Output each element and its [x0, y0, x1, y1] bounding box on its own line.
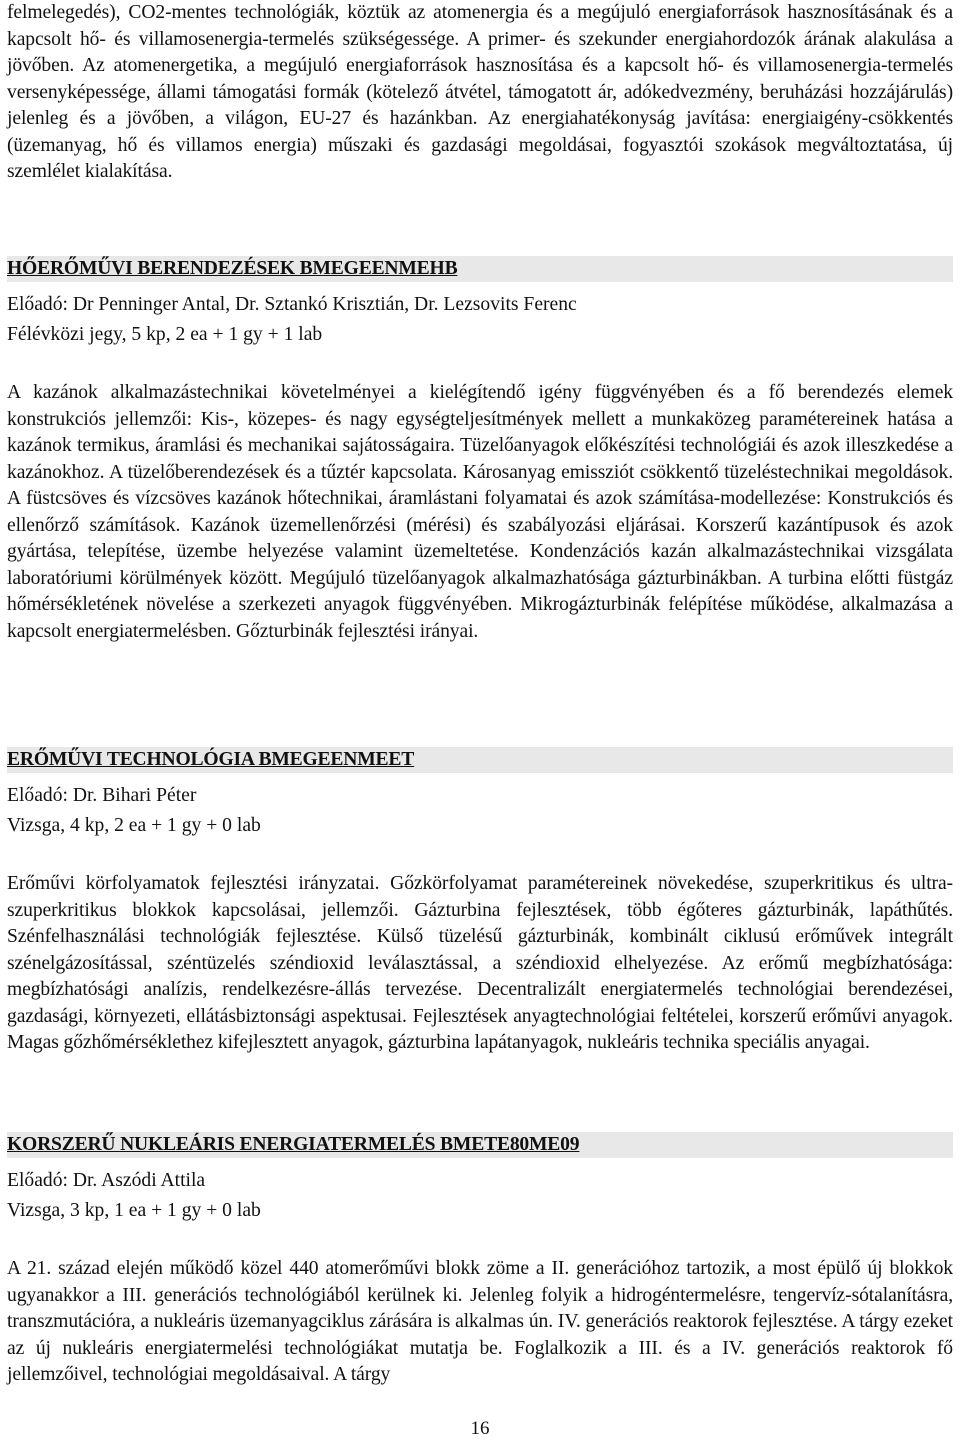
course-lecturer: Előadó: Dr. Aszódi Attila: [7, 1170, 206, 1191]
course-assessment: Félévközi jegy, 5 kp, 2 ea + 1 gy + 1 lab: [7, 324, 323, 345]
course-title: KORSZERŰ NUKLEÁRIS ENERGIATERMELÉS BMETE80ME09: [7, 1134, 580, 1155]
course-lecturer: Előadó: Dr. Bihari Péter: [7, 785, 197, 806]
course-heading-bar: [7, 747, 953, 773]
course-title: ERŐMŰVI TECHNOLÓGIA BMEGEENMEET: [7, 749, 415, 770]
intro-section: [7, 0, 953, 186]
course-heading-bar: [7, 1132, 953, 1158]
course-description: A 21. század elején működő közel 440 atomerőművi blokk zöme a II. generációhoz tartozik, a most épülő új blokkok ugyanakkor a III. generációs technológiából kerülnek ki. Jelenleg folyik a hidrogéntermelésre, tengervíz-sótalanításra, transzmutációra, a nukleáris üzemanyagciklus zárására is alkalmas ún. IV. generációs reaktorok fejlesztése. A tárgy ezeket az új nukleáris energiatermelési technológiákat mutatja be. Foglalkozik a III. és a IV. generációs reaktorok fő jellemzőivel, technológiai megoldásaival. A tárgy: [7, 1258, 953, 1385]
document-page: [7, 0, 953, 1440]
course-lecturer: Előadó: Dr Penninger Antal, Dr. Sztankó Krisztián, Dr. Lezsovits Ferenc: [7, 294, 577, 315]
course-title: HŐERŐMŰVI BERENDEZÉSEK BMEGEENMEHB: [7, 258, 458, 279]
intro-paragraph: felmelegedés), CO2-mentes technológiák, köztük az atomenergia és a megújuló energiaforrások hasznosításának és a kapcsolt hő- és villamosenergia-termelés szükségessége. A primer- és szekunder energiahordozók árának alakulása a jövőben. Az atomenergetika, a megújuló energiaforrások hasznosítása és a kapcsolt hő- és villamosenergia-termelés versenyképessége, állami támogatási formák (kötelező átvétel, támogatott ár, adókedvezmény, beruházási hozzájárulás) jelenleg és a jövőben, a világon, EU-27 és hazánkban. Az energiahatékonyság javítása: energiaigény-csökkentés (üzemanyag, hő és villamos energia) műszaki és gazdasági megoldásai, fogyasztói szokások megváltoztatása, új szemlélet kialakítása.: [7, 2, 953, 182]
course-description: Erőművi körfolyamatok fejlesztési irányzatai. Gőzkörfolyamat paramétereinek növekedése, szuperkritikus és ultra-szuperkritikus blokkok kapcsolásai, jellemzői. Gázturbina fejlesztések, több égőteres gázturbinák, lapáthűtés. Szénfelhasználási technológiák fejlesztése. Külső tüzelésű gázturbinák, kombinált ciklusú erőművek integrált szénelgázosítással, széntüzelés széndioxid leválasztással, a széndioxid elhelyezése. Az erőmű megbízhatósága: megbízhatósági analízis, rendelkezésre-állás tervezése. Decentralizált energiatermelés technológiai berendezései, gazdasági, környezeti, ellátásbiztonsági aspektusai. Fejlesztések anyagtechnológiai feltételei, korszerű erőművi anyagok. Magas gőzhőmérséklethez kifejlesztett anyagok, gázturbina lapátanyagok, nukleáris technika speciális anyagai.: [7, 873, 953, 1053]
course-assessment: Vizsga, 4 kp, 2 ea + 1 gy + 0 lab: [7, 815, 261, 836]
page-number: 16: [470, 1418, 490, 1439]
course-heading-bar: [7, 256, 953, 282]
course-section-hoeromuvi: [7, 256, 953, 645]
course-description: A kazánok alkalmazástechnikai követelményei a kielégítendő igény függvényében és a fő berendezés elemek konstrukciós jellemzői: Kis-, közepes- és nagy egységteljesítmények mellett a munkaközeg paramétereinek hatása a kazánok termikus, áramlási és mechanikai sajátosságaira. Tüzelőanyagok előkészítési technológiái és azok illeszkedése a kazánokhoz. A tüzelőberendezések és a tűztér kapcsolata. Károsanyag emissziót csökkentő tüzeléstechnikai megoldások. A füstcsöves és vízcsöves kazánok hőtechnikai, áramlástani folyamatai és azok számítása-modellezése: Konstrukciós és ellenőrző számítások. Kazánok üzemellenőrzési (mérési) és szabályozási eljárásai. Korszerű kazántípusok és azok gyártása, telepítése, üzembe helyezése valamint üzemeltetése. Kondenzációs kazán alkalmazástechnikai vizsgálata laboratóriumi körülmények között. Megújuló tüzelőanyagok alkalmazhatósága gázturbinákban. A turbina előtti füstgáz hőmérsékletének növelése a szerkezeti anyagok függvényében. Mikrogázturbinák felépítése működése, alkalmazása a kapcsolt energiatermelésben. Gőzturbinák fejlesztési irányai.: [7, 382, 953, 642]
course-assessment: Vizsga, 3 kp, 1 ea + 1 gy + 0 lab: [7, 1200, 261, 1221]
course-section-eromuvi-technologia: [7, 747, 953, 1057]
course-section-nuklearis: [7, 1132, 953, 1389]
